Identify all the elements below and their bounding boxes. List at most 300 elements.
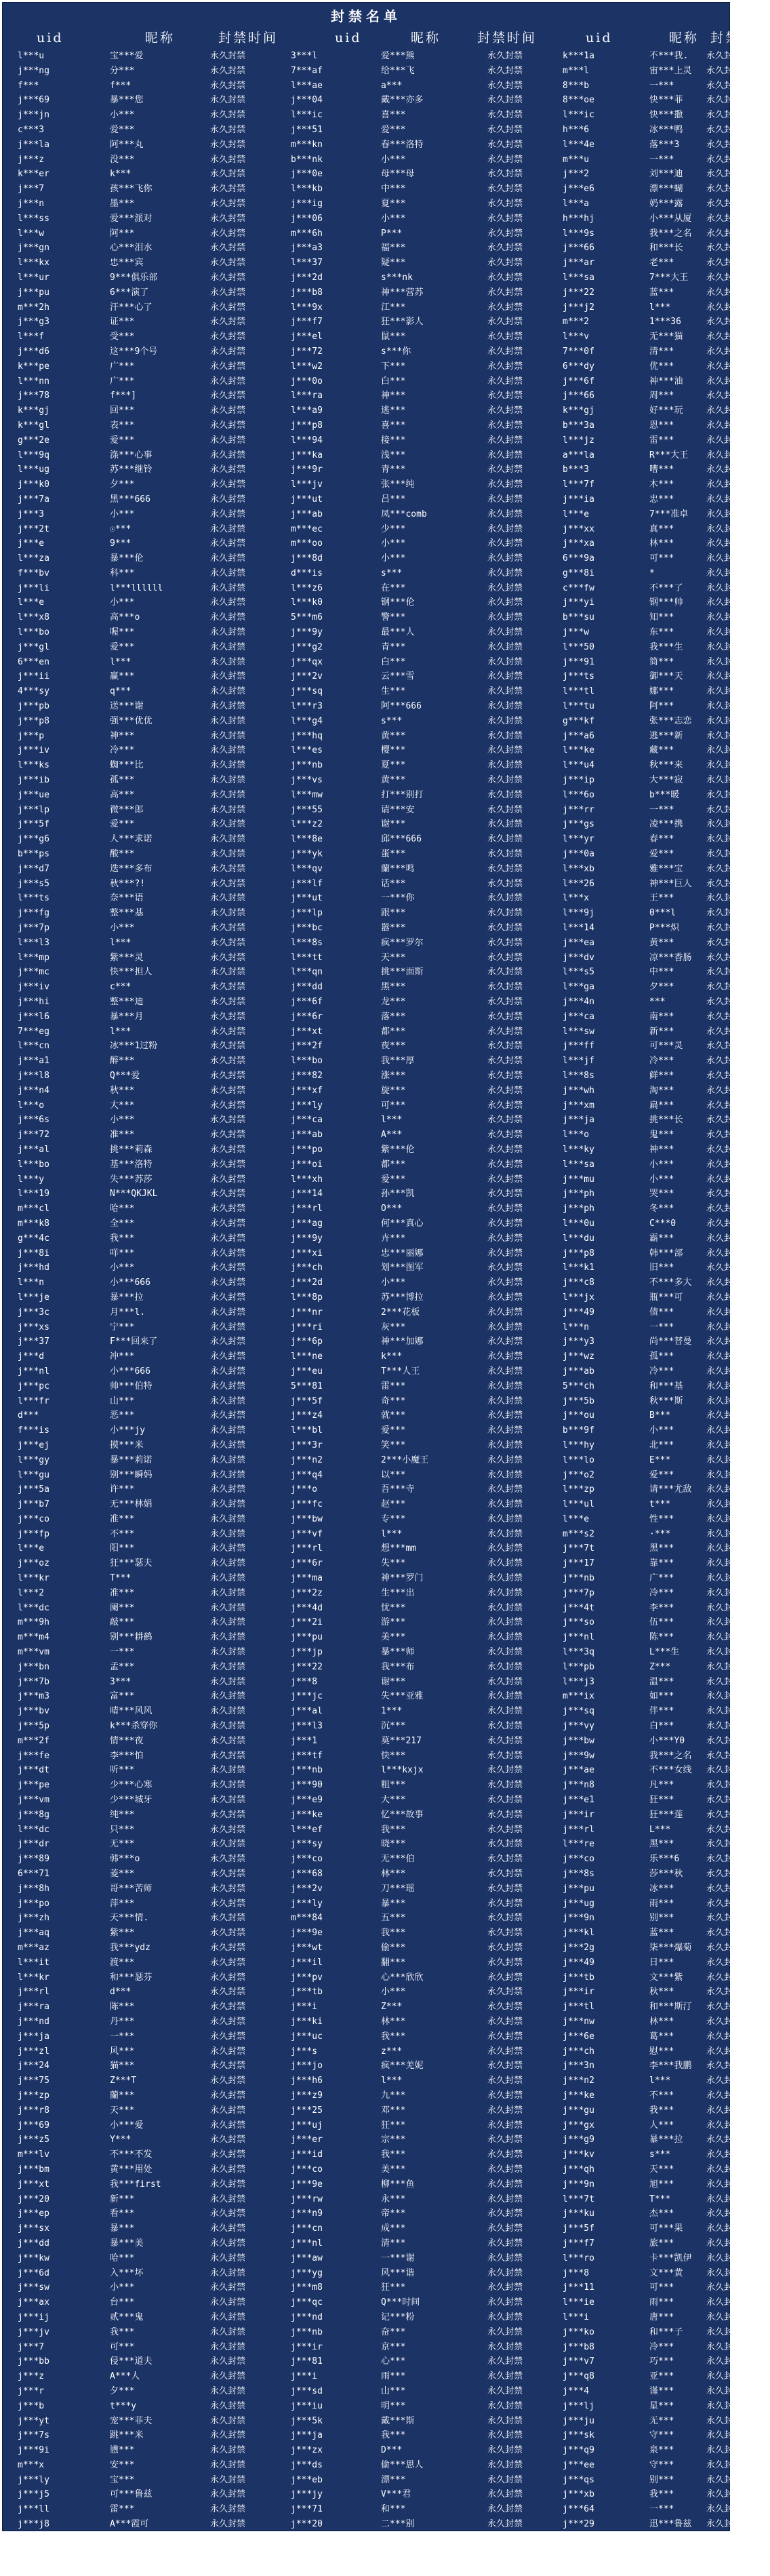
cell-uid-1: j***ly (18, 2474, 49, 2485)
cell-nickname-3: 我*** (649, 2105, 674, 2116)
table-row (3, 1143, 742, 1157)
table-row (3, 1823, 742, 1838)
cell-nickname-2: 雨*** (381, 2371, 406, 2382)
cell-nickname-3: 星*** (649, 2400, 674, 2411)
cell-ban-time-2: 永久封禁 (487, 243, 523, 254)
cell-nickname-3: 1***36 (649, 317, 681, 328)
cell-uid-2: j***8d (291, 553, 323, 564)
cell-ban-time-1: 永久封禁 (210, 65, 246, 76)
cell-ban-time-2: 永久封禁 (487, 1351, 523, 1362)
cell-nickname-3: 7***准卓 (649, 509, 689, 519)
cell-uid-1: j***sx (18, 2223, 49, 2234)
cell-nickname-3: 爱*** (649, 1469, 674, 1480)
table-row (3, 729, 742, 744)
cell-ban-time-3: 永久封禁 (706, 967, 742, 978)
cell-uid-1: l***u (18, 51, 45, 61)
cell-ban-time-1: 永久封禁 (210, 1395, 246, 1406)
cell-ban-time-3: 永久封禁 (706, 1513, 742, 1524)
header-ban-time-1: 封禁时间 (218, 31, 279, 45)
cell-ban-time-2: 永久封禁 (487, 2504, 523, 2515)
cell-uid-3: l***pb (563, 1661, 594, 1672)
table-row (3, 2266, 742, 2281)
cell-uid-3: j***y3 (563, 1336, 594, 1347)
table-row (3, 300, 742, 315)
cell-ban-time-2: 永久封禁 (487, 2016, 523, 2027)
cell-ban-time-3: 永久封禁 (706, 538, 742, 549)
cell-uid-2: l***9x (291, 302, 323, 313)
cell-uid-1: j***gl (18, 641, 49, 652)
table-row (3, 2103, 742, 2118)
table-row (3, 1039, 742, 1054)
cell-uid-1: m***9h (18, 1617, 49, 1628)
cell-uid-1: 6***en (18, 656, 49, 667)
cell-uid-3: j***22 (563, 287, 594, 298)
table-row (3, 2295, 742, 2310)
cell-uid-1: l***n (18, 1277, 45, 1288)
cell-nickname-1: 小***jy (110, 1425, 146, 1436)
cell-uid-1: l***l3 (18, 937, 49, 948)
cell-ban-time-3: 永久封禁 (706, 952, 742, 963)
table-row (3, 1113, 742, 1128)
cell-nickname-3: 知*** (649, 612, 674, 623)
table-row (3, 758, 742, 773)
cell-ban-time-2: 永久封禁 (487, 2090, 523, 2101)
cell-nickname-2: 喜*** (381, 110, 406, 121)
cell-ban-time-1: 永久封禁 (210, 923, 246, 934)
cell-nickname-2: 涨*** (381, 1070, 406, 1081)
cell-nickname-3: 7***大王 (649, 272, 689, 283)
cell-uid-3: k***1a (563, 51, 594, 61)
cell-nickname-1: q*** (110, 686, 131, 697)
cell-ban-time-1: 永久封禁 (210, 730, 246, 741)
cell-nickname-1: l*** (110, 656, 131, 667)
cell-nickname-3: 忠*** (649, 494, 674, 504)
cell-ban-time-3: 永久封禁 (706, 2548, 742, 2559)
cell-uid-3: j***ir (563, 1809, 594, 1820)
table-row (3, 197, 742, 212)
cell-ban-time-2: 永久封禁 (487, 1263, 523, 1273)
cell-nickname-1: 一*** (110, 1647, 135, 1658)
cell-ban-time-2: 永久封禁 (487, 169, 523, 180)
cell-uid-3: j***5f (563, 2223, 594, 2234)
cell-nickname-1: 雷*** (110, 2504, 135, 2515)
cell-ban-time-2: 永久封禁 (487, 139, 523, 150)
cell-uid-1: l***2 (18, 1587, 45, 1598)
cell-uid-3: l***zp (563, 1484, 594, 1495)
cell-uid-2: l***w2 (291, 361, 323, 372)
cell-uid-1: m***2f (18, 1735, 49, 1746)
cell-uid-3: j***9w (563, 1750, 594, 1761)
cell-ban-time-2: 永久封禁 (487, 1750, 523, 1761)
table-row (3, 2428, 742, 2443)
cell-nickname-1: 小*** (110, 597, 135, 608)
cell-uid-2: l***z2 (291, 819, 323, 830)
cell-uid-2: l***94 (291, 435, 323, 445)
cell-ban-time-1: 永久封禁 (210, 2533, 246, 2544)
cell-ban-time-3: 永久封禁 (706, 1410, 742, 1421)
cell-nickname-1: 哈*** (110, 2253, 135, 2263)
cell-uid-2: j***e9 (291, 1795, 323, 1806)
cell-nickname-1: 敲*** (110, 1617, 135, 1628)
cell-uid-2: l***es (291, 745, 323, 756)
table-row (3, 1897, 742, 1911)
cell-nickname-2: 下*** (381, 361, 406, 372)
cell-uid-3: j***ca (563, 1011, 594, 1022)
cell-nickname-3: 柒***爆菊 (649, 1943, 692, 1953)
cell-nickname-3: 一*** (649, 1322, 674, 1332)
cell-nickname-2: 偷***思人 (381, 2459, 424, 2470)
cell-ban-time-1: 永久封禁 (210, 686, 246, 697)
cell-uid-1: m***cl (18, 1204, 49, 1214)
cell-nickname-2: 心*** (381, 2356, 406, 2367)
cell-ban-time-1: 永久封禁 (210, 1277, 246, 1288)
cell-ban-time-3: 永久封禁 (706, 65, 742, 76)
table-row (3, 980, 742, 995)
cell-nickname-2: 二***别 (381, 2519, 415, 2530)
cell-uid-1: j***lp (18, 804, 49, 815)
cell-ban-time-3: 永久封禁 (706, 789, 742, 800)
cell-uid-2: l***kb (291, 184, 323, 195)
cell-ban-time-3: 永久封禁 (706, 1898, 742, 1909)
cell-nickname-3: 蓝*** (649, 287, 674, 298)
cell-nickname-1: 小*** (110, 2282, 135, 2293)
cell-uid-3: c***fw (563, 582, 594, 593)
cell-uid-1: j***hd (18, 1263, 49, 1273)
cell-uid-2: 5***m6 (291, 612, 323, 623)
table-row (3, 1808, 742, 1823)
cell-ban-time-2: 永久封禁 (487, 302, 523, 313)
cell-ban-time-1: 永久封禁 (210, 2371, 246, 2382)
cell-ban-time-3: 永久封禁 (706, 715, 742, 726)
table-row (3, 862, 742, 877)
cell-uid-2: b***nk (291, 154, 323, 165)
cell-ban-time-3: 永久封禁 (706, 1780, 742, 1791)
cell-nickname-1: 月***l. (110, 1307, 146, 1317)
cell-nickname-2: 我*** (381, 1928, 406, 1939)
cell-uid-1: j***ax (18, 2297, 49, 2308)
table-row (3, 2369, 742, 2384)
table-row (3, 1157, 742, 1172)
cell-ban-time-2: 永久封禁 (487, 258, 523, 269)
cell-nickname-1: 喔*** (110, 627, 135, 638)
cell-ban-time-1: 永久封禁 (210, 1543, 246, 1554)
header-uid-2: uid (335, 31, 362, 45)
cell-nickname-2: 龙*** (381, 997, 406, 1007)
cell-ban-time-2: 永久封禁 (487, 1469, 523, 1480)
cell-ban-time-1: 永久封禁 (210, 317, 246, 328)
cell-nickname-1: 我***ydz (110, 1943, 150, 1953)
cell-nickname-3: 可***灵 (649, 1041, 683, 1052)
cell-uid-2: j***il (291, 1957, 323, 1968)
table-row (3, 1956, 742, 1970)
cell-nickname-3: 我*** (649, 2489, 674, 2500)
cell-ban-time-3: 永久封禁 (706, 760, 742, 771)
cell-uid-1: j***b (18, 2400, 45, 2411)
cell-uid-1: j***2t (18, 523, 49, 534)
cell-ban-time-2: 永久封禁 (487, 745, 523, 756)
cell-nickname-2: a*** (381, 80, 403, 91)
cell-uid-1: l***ug (18, 464, 49, 475)
cell-uid-2: j***h6 (291, 2076, 323, 2086)
cell-uid-2: j***aw (291, 2253, 323, 2263)
cell-nickname-2: 漂*** (381, 2474, 406, 2485)
cell-ban-time-3: 永久封禁 (706, 2297, 742, 2308)
cell-uid-2: m***kn (291, 139, 323, 150)
cell-uid-3: l***sw (563, 1026, 594, 1037)
table-row (3, 79, 742, 94)
cell-uid-1: j***78 (18, 391, 49, 401)
cell-ban-time-2: 永久封禁 (487, 2430, 523, 2441)
cell-uid-2: l***tt (291, 952, 323, 963)
cell-nickname-3: 真*** (649, 523, 674, 534)
table-row (3, 2192, 742, 2207)
cell-nickname-1: 新*** (110, 2194, 135, 2204)
cell-uid-3: j***17 (563, 1558, 594, 1569)
cell-nickname-2: 阿***666 (381, 701, 422, 712)
table-row (3, 2517, 742, 2532)
cell-uid-2: j***rw (291, 2194, 323, 2204)
cell-nickname-2: 笑*** (381, 1440, 406, 1450)
table-row (3, 108, 742, 123)
cell-uid-2: j***qx (291, 656, 323, 667)
cell-uid-3: j***z5 (563, 2563, 594, 2574)
cell-nickname-1: 小***爱 (110, 2120, 144, 2131)
cell-ban-time-2: 永久封禁 (487, 450, 523, 460)
cell-ban-time-3: 永久封禁 (706, 1750, 742, 1761)
cell-uid-3: b***su (563, 612, 594, 623)
cell-nickname-2: 谢*** (381, 1676, 406, 1687)
cell-ban-time-1: 永久封禁 (210, 2297, 246, 2308)
cell-uid-3: j***11 (563, 2282, 594, 2293)
cell-ban-time-2: 永久封禁 (487, 1898, 523, 1909)
cell-ban-time-2: 永久封禁 (487, 80, 523, 91)
cell-uid-2: j***8 (291, 1676, 318, 1687)
table-row (3, 1216, 742, 1231)
cell-uid-1: j***po (18, 1898, 49, 1909)
cell-nickname-3: 暴***拉 (649, 2135, 683, 2145)
cell-uid-1: j***jv (18, 2326, 49, 2337)
cell-uid-3: j***nb (563, 1573, 594, 1584)
cell-nickname-1: 表*** (110, 420, 135, 431)
cell-nickname-2: 白*** (381, 376, 406, 387)
cell-nickname-1: 宝*** (110, 2474, 135, 2485)
cell-ban-time-2: 永久封禁 (487, 1218, 523, 1229)
cell-ban-time-3: 永久封禁 (706, 1928, 742, 1939)
cell-ban-time-2: 永久封禁 (487, 2385, 523, 2396)
cell-uid-3: l***du (563, 1233, 594, 1244)
cell-uid-3: j***e6 (563, 184, 594, 195)
table-row (3, 153, 742, 167)
cell-uid-3: l***jf (563, 1056, 594, 1067)
cell-ban-time-1: 永久封禁 (210, 435, 246, 445)
cell-nickname-3: 鲜*** (649, 1070, 674, 1081)
cell-ban-time-3: 永久封禁 (706, 686, 742, 697)
cell-uid-1: j***vm (18, 1795, 49, 1806)
cell-ban-time-2: 永久封禁 (487, 1070, 523, 1081)
cell-ban-time-2: 永久封禁 (487, 2282, 523, 2293)
cell-ban-time-1: 永久封禁 (210, 612, 246, 623)
table-row (3, 2561, 742, 2576)
cell-nickname-3: 旭*** (649, 2179, 674, 2189)
cell-ban-time-3: 永久封禁 (706, 1351, 742, 1362)
cell-uid-3: l***jx (563, 1292, 594, 1303)
cell-uid-3: h***hj (563, 213, 594, 224)
header-nickname-3: 昵称 (669, 31, 700, 45)
cell-uid-3: j***ph (563, 1204, 594, 1214)
cell-uid-3: l***yr (563, 834, 594, 845)
table-row (3, 714, 742, 729)
cell-uid-2: j***rl (291, 1204, 323, 1214)
cell-nickname-2: 谢*** (381, 819, 406, 830)
table-row (3, 906, 742, 921)
cell-nickname-3: 不***女线 (649, 1765, 692, 1776)
cell-nickname-3: Z*** (649, 1661, 671, 1672)
cell-ban-time-2: 永久封禁 (487, 2208, 523, 2219)
cell-ban-time-3: 永久封禁 (706, 2459, 742, 2470)
cell-nickname-2: 喜*** (381, 420, 406, 431)
cell-nickname-3: 凌***携 (649, 819, 683, 830)
cell-uid-1: m***lv (18, 2149, 49, 2160)
cell-uid-2: j***9e (291, 1928, 323, 1939)
cell-uid-2: j***eb (291, 2474, 323, 2485)
cell-uid-2: m***6h (291, 228, 323, 239)
cell-nickname-1: 暴***伦 (110, 553, 144, 564)
cell-nickname-3: 落***3 (649, 139, 680, 150)
cell-uid-2: j***5k (291, 2415, 323, 2426)
cell-nickname-1: 富*** (110, 1691, 135, 1702)
cell-uid-2: j***ly (291, 1100, 323, 1111)
cell-nickname-2: 苏***博拉 (381, 1292, 424, 1303)
table-row (3, 1010, 742, 1025)
table-row (3, 2015, 742, 2029)
cell-ban-time-3: 永久封禁 (706, 2016, 742, 2027)
cell-uid-2: j***eq (291, 2548, 323, 2559)
cell-ban-time-2: 永久封禁 (487, 1410, 523, 1421)
cell-ban-time-3: 永久封禁 (706, 1809, 742, 1820)
cell-uid-3: j***mu (563, 1174, 594, 1185)
table-row (3, 477, 742, 492)
cell-nickname-2: 2***小魔王 (381, 1454, 429, 1465)
cell-ban-time-1: 永久封禁 (210, 715, 246, 726)
cell-ban-time-1: 永久封禁 (210, 258, 246, 269)
cell-nickname-2: 鼠*** (381, 332, 406, 342)
cell-ban-time-2: 永久封禁 (487, 1277, 523, 1288)
cell-ban-time-1: 永久封禁 (210, 1632, 246, 1643)
cell-nickname-1: 安*** (110, 2459, 135, 2470)
cell-ban-time-1: 永久封禁 (210, 2164, 246, 2175)
cell-uid-3: l***tu (563, 701, 594, 712)
cell-ban-time-3: 永久封禁 (706, 819, 742, 830)
cell-nickname-2: Z*** (381, 2002, 403, 2013)
cell-uid-3: j***kl (563, 1928, 594, 1939)
cell-ban-time-2: 永久封禁 (487, 1809, 523, 1820)
cell-uid-1: j***8g (18, 1809, 49, 1820)
cell-uid-3: j***9n (563, 1913, 594, 1924)
cell-uid-1: j***yt (18, 2415, 49, 2426)
cell-nickname-3: B*** (649, 1410, 671, 1421)
cell-uid-3: j***a6 (563, 730, 594, 741)
cell-nickname-2: A*** (381, 1130, 403, 1141)
cell-ban-time-1: 永久封禁 (210, 302, 246, 313)
table-row (3, 951, 742, 966)
cell-uid-3: j***p8 (563, 1248, 594, 1259)
cell-ban-time-1: 永久封禁 (210, 967, 246, 978)
cell-uid-1: j***l8 (18, 1070, 49, 1081)
cell-uid-3: m***u (563, 154, 590, 165)
cell-nickname-1: 3*** (110, 1676, 131, 1687)
table-row (3, 1231, 742, 1246)
cell-uid-2: j***ch (291, 1263, 323, 1273)
table-row (3, 1349, 742, 1364)
cell-uid-2: j***er (291, 2135, 323, 2145)
cell-ban-time-1: 永久封禁 (210, 2031, 246, 2042)
cell-ban-time-1: 永久封禁 (210, 2459, 246, 2470)
table-row (3, 1852, 742, 1867)
cell-ban-time-3: 永久封禁 (706, 2519, 742, 2530)
cell-nickname-3: 御***天 (649, 671, 683, 682)
cell-nickname-1: N***QKJKL (110, 1189, 158, 1200)
cell-uid-3: j***sk (563, 2430, 594, 2441)
table-row (3, 847, 742, 862)
cell-uid-2: j***uc (291, 2031, 323, 2042)
cell-ban-time-2: 永久封禁 (487, 124, 523, 135)
cell-ban-time-2: 永久封禁 (487, 789, 523, 800)
cell-ban-time-2: 永久封禁 (487, 2179, 523, 2189)
table-row (3, 891, 742, 906)
cell-ban-time-2: 永久封禁 (487, 1972, 523, 1983)
cell-ban-time-3: 永久封禁 (706, 2371, 742, 2382)
cell-nickname-1: 山*** (110, 1395, 135, 1406)
cell-nickname-1: 阿***丸 (110, 139, 144, 150)
cell-nickname-3: 白*** (649, 1721, 674, 1732)
cell-nickname-2: 我***布 (381, 1661, 415, 1672)
cell-nickname-1: 酸*** (110, 849, 135, 860)
cell-nickname-2: 青*** (381, 464, 406, 475)
cell-nickname-1: 6***演了 (110, 287, 149, 298)
cell-nickname-3: L***生 (649, 1647, 680, 1658)
cell-uid-1: j***fe (18, 1750, 49, 1761)
table-row (3, 2029, 742, 2044)
cell-ban-time-1: 永久封禁 (210, 1292, 246, 1303)
cell-ban-time-2: 永久封禁 (487, 1336, 523, 1347)
cell-uid-1: l***f (18, 332, 45, 342)
cell-nickname-1: 少***城牙 (110, 1795, 153, 1806)
cell-ban-time-3: 永久封禁 (706, 1263, 742, 1273)
cell-ban-time-1: 永久封禁 (210, 2312, 246, 2322)
cell-ban-time-2: 永久封禁 (487, 1233, 523, 1244)
cell-ban-time-2: 永久封禁 (487, 1617, 523, 1628)
header-uid-1: uid (37, 31, 64, 45)
cell-ban-time-1: 永久封禁 (210, 1336, 246, 1347)
cell-nickname-2: 专*** (381, 1513, 406, 1524)
cell-ban-time-3: 永久封禁 (706, 612, 742, 623)
cell-ban-time-3: 永久封禁 (706, 2312, 742, 2322)
table-row (3, 1837, 742, 1852)
cell-ban-time-1: 永久封禁 (210, 1159, 246, 1170)
cell-ban-time-3: 永久封禁 (706, 213, 742, 224)
cell-uid-1: j***7b (18, 1676, 49, 1687)
cell-ban-time-2: 永久封禁 (487, 863, 523, 874)
cell-nickname-1: 小*** (110, 1115, 135, 1126)
cell-uid-3: j***ph (563, 1189, 594, 1200)
cell-nickname-2: 我*** (381, 1824, 406, 1835)
cell-uid-3: l***hy (563, 1440, 594, 1450)
cell-uid-3: l***e (563, 1513, 590, 1524)
cell-nickname-3: 打***子 (649, 2548, 683, 2559)
cell-nickname-2: 奋*** (381, 2326, 406, 2337)
cell-uid-1: j***ng (18, 65, 49, 76)
cell-ban-time-1: 永久封禁 (210, 597, 246, 608)
